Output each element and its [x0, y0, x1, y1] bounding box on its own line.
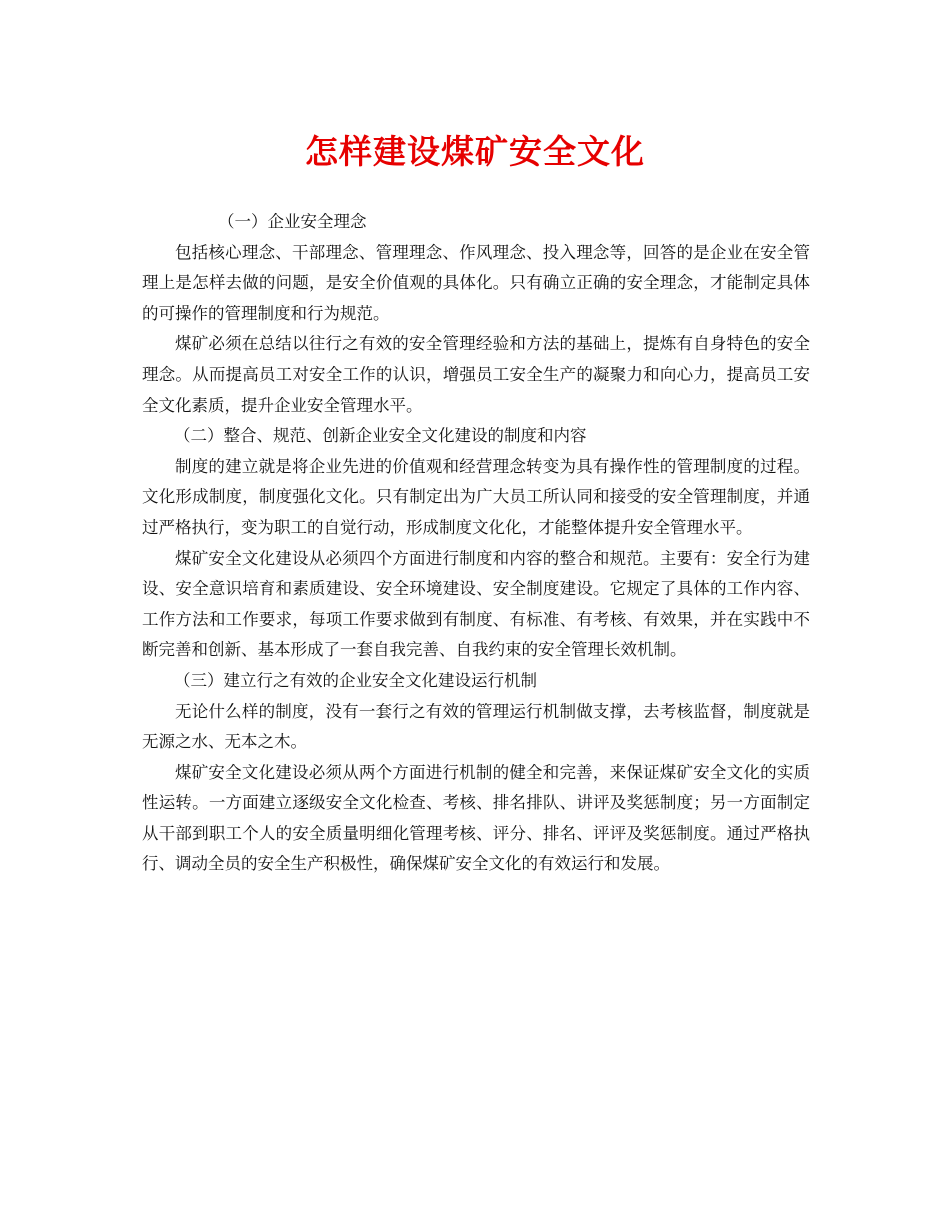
- document-title: 怎样建设煤矿安全文化: [305, 132, 645, 171]
- paragraph-6: 煤矿安全文化建设必须从两个方面进行机制的健全和完善，来保证煤矿安全文化的实质性运转。一方面建立逐级安全文化检查、考核、排名排队、讲评及奖惩制度；另一方面制定从干部到职工个人的安全质量明细化管理考核、评分、排名、评评及奖惩制度。通过严格执行、调动全员的安全生产积极性，确保煤矿安全文化的有效运行和发展。: [142, 762, 810, 874]
- section-heading-3: （三）建立行之有效的企业安全文化建设运行机制: [174, 670, 537, 690]
- paragraph-4: 煤矿安全文化建设从必须四个方面进行制度和内容的整合和规范。主要有：安全行为建设、安全意识培育和素质建设、安全环境建设、安全制度建设。它规定了具体的工作内容、工作方法和工作要求，每项工作要求做到有制度、有标准、有考核、有效果，并在实践中不断完善和创新、基本形成了一套自我完善、自我约束的安全管理长效机制。: [142, 548, 810, 660]
- paragraph-2: 煤矿必须在总结以往行之有效的安全管理经验和方法的基础上，提炼有自身特色的安全理念。从而提高员工对安全工作的认识，增强员工安全生产的凝聚力和向心力，提高员工安全文化素质，提升企业安全管理水平。: [142, 334, 810, 415]
- paragraph-5: 无论什么样的制度，没有一套行之有效的管理运行机制做支撑，去考核监督，制度就是无源之水、无本之木。: [142, 701, 810, 752]
- paragraph-1: 包括核心理念、干部理念、管理理念、作风理念、投入理念等，回答的是企业在安全管理上是怎样去做的问题，是安全价值观的具体化。只有确立正确的安全理念，才能制定具体的可操作的管理制度和行为规范。: [142, 242, 810, 323]
- section-heading-2: （二）整合、规范、创新企业安全文化建设的制度和内容: [174, 426, 587, 446]
- document-body: [142, 207, 810, 880]
- section-heading-1: （一）企业安全理念: [218, 212, 367, 231]
- paragraph-3: 制度的建立就是将企业先进的价值观和经营理念转变为具有操作性的管理制度的过程。文化形成制度，制度强化文化。只有制定出为广大员工所认同和接受的安全管理制度，并通过严格执行，变为职工的自觉行动，形成制度文化化，才能整体提升安全管理水平。: [142, 456, 810, 537]
